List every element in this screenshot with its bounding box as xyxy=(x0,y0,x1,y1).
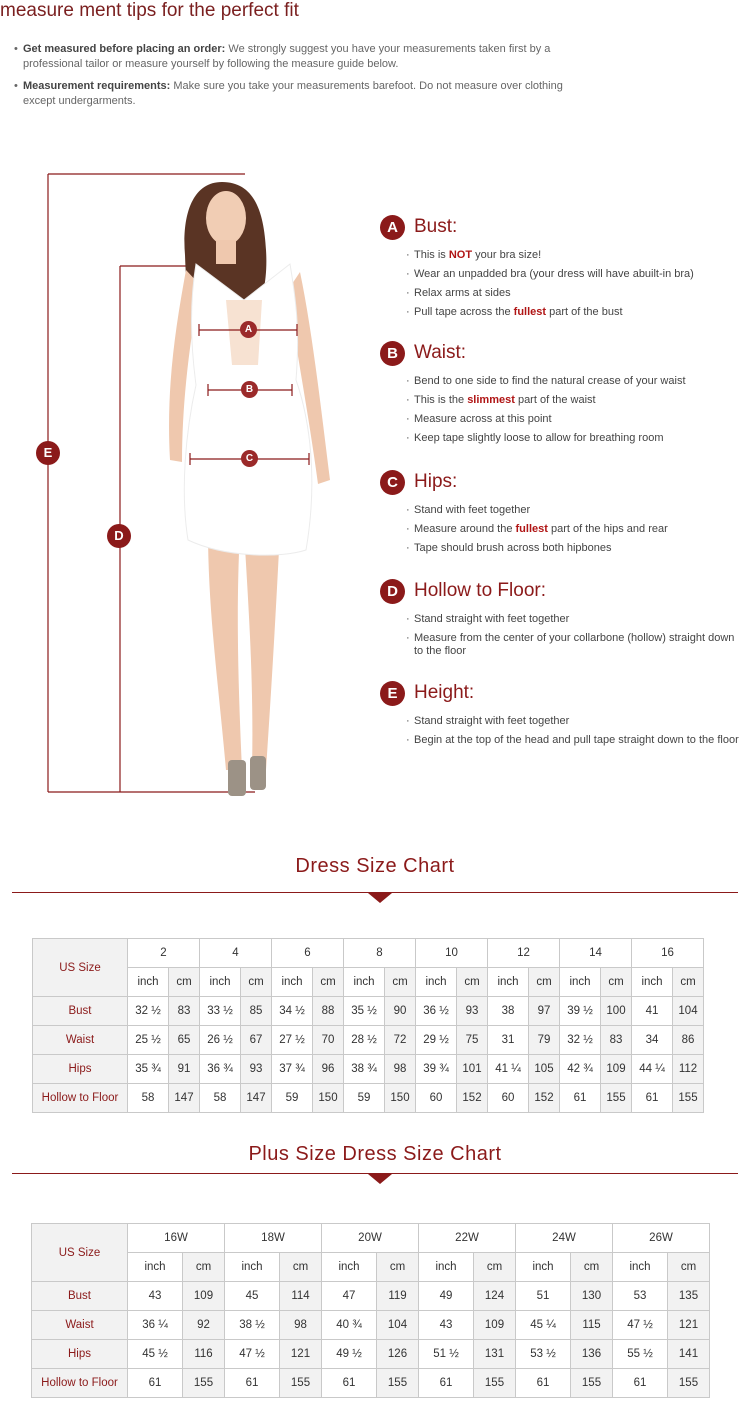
row-label-cell: Waist xyxy=(32,1311,128,1340)
size-label-cell: US Size xyxy=(33,939,128,997)
unit-cell: cm xyxy=(385,968,416,997)
plus-chart-title: Plus Size Dress Size Chart xyxy=(248,1143,502,1165)
value-cell: 47 xyxy=(322,1282,377,1311)
value-cell: 100 xyxy=(601,997,632,1026)
value-cell: 147 xyxy=(241,1084,272,1113)
section-title: Hips: xyxy=(414,471,458,492)
unit-cell: inch xyxy=(322,1253,377,1282)
row-label-cell: Bust xyxy=(32,1282,128,1311)
section-title: Height: xyxy=(414,682,475,703)
unit-cell: cm xyxy=(529,968,560,997)
value-cell: 60 xyxy=(416,1084,457,1113)
table-row xyxy=(33,1026,704,1055)
value-cell: 59 xyxy=(344,1084,385,1113)
value-cell: 49 ½ xyxy=(322,1340,377,1369)
table-header-row xyxy=(32,1224,710,1253)
value-cell: 61 xyxy=(632,1084,673,1113)
value-cell: 39 ½ xyxy=(560,997,601,1026)
tip-label: Get measured before placing an order: xyxy=(23,43,226,55)
section-item: · Stand with feet together xyxy=(406,504,741,517)
value-cell: 93 xyxy=(241,1055,272,1084)
dress-chart-arrow-icon xyxy=(368,893,392,903)
value-cell: 75 xyxy=(457,1026,488,1055)
unit-cell: cm xyxy=(571,1253,613,1282)
value-cell: 26 ½ xyxy=(200,1026,241,1055)
size-header-cell: 4 xyxy=(200,939,272,968)
section-item: · Wear an unpadded bra (your dress will have abuilt-in bra) xyxy=(406,268,741,281)
table-row xyxy=(33,997,704,1026)
row-label-cell: Bust xyxy=(33,997,128,1026)
table-header-row xyxy=(33,939,704,968)
size-label-cell: US Size xyxy=(32,1224,128,1282)
value-cell: 72 xyxy=(385,1026,416,1055)
plus-chart-arrow-icon xyxy=(368,1174,392,1184)
size-header-cell: 16 xyxy=(632,939,704,968)
value-cell: 61 xyxy=(560,1084,601,1113)
unit-cell: cm xyxy=(474,1253,516,1282)
unit-cell: cm xyxy=(601,968,632,997)
value-cell: 58 xyxy=(128,1084,169,1113)
size-header-cell: 26W xyxy=(613,1224,710,1253)
unit-cell: cm xyxy=(673,968,704,997)
table-row xyxy=(32,1340,710,1369)
value-cell: 155 xyxy=(280,1369,322,1398)
value-cell: 58 xyxy=(200,1084,241,1113)
section-hips xyxy=(380,470,740,554)
section-item: · Stand straight with feet together xyxy=(406,613,741,626)
unit-cell: inch xyxy=(560,968,601,997)
value-cell: 36 ½ xyxy=(416,997,457,1026)
value-cell: 67 xyxy=(241,1026,272,1055)
value-cell: 61 xyxy=(322,1369,377,1398)
value-cell: 86 xyxy=(673,1026,704,1055)
value-cell: 38 xyxy=(488,997,529,1026)
value-cell: 155 xyxy=(668,1369,710,1398)
value-cell: 39 ¾ xyxy=(416,1055,457,1084)
value-cell: 38 ¾ xyxy=(344,1055,385,1084)
unit-cell: cm xyxy=(169,968,200,997)
value-cell: 114 xyxy=(280,1282,322,1311)
value-cell: 121 xyxy=(668,1311,710,1340)
value-cell: 155 xyxy=(571,1369,613,1398)
section-item: · This is the slimmest part of the waist xyxy=(406,394,741,407)
value-cell: 42 ¾ xyxy=(560,1055,601,1084)
section-item: · Stand straight with feet together xyxy=(406,715,741,728)
marker-a: A xyxy=(240,321,257,338)
size-header-cell: 12 xyxy=(488,939,560,968)
value-cell: 45 ¼ xyxy=(516,1311,571,1340)
value-cell: 45 xyxy=(225,1282,280,1311)
value-cell: 70 xyxy=(313,1026,344,1055)
table-row xyxy=(32,1369,710,1398)
tip-label: Measurement requirements: xyxy=(23,80,171,92)
value-cell: 155 xyxy=(474,1369,516,1398)
value-cell: 83 xyxy=(169,997,200,1026)
value-cell: 60 xyxy=(488,1084,529,1113)
section-item: · This is NOT your bra size! xyxy=(406,249,741,262)
section-height xyxy=(380,681,740,746)
tip-get-measured: • Get measured before placing an order: We strongly suggest you have your measurements taken first by a professional tailor or measure yourself by following the measure guide below. xyxy=(14,42,634,72)
value-cell: 152 xyxy=(457,1084,488,1113)
section-item: · Measure from the center of your collarbone (hollow) straight down to the floor xyxy=(406,632,741,658)
value-cell: 32 ½ xyxy=(560,1026,601,1055)
value-cell: 61 xyxy=(225,1369,280,1398)
unit-cell: inch xyxy=(272,968,313,997)
value-cell: 40 ¾ xyxy=(322,1311,377,1340)
row-label-cell: Hollow to Floor xyxy=(33,1084,128,1113)
value-cell: 109 xyxy=(601,1055,632,1084)
value-cell: 98 xyxy=(385,1055,416,1084)
value-cell: 41 ¼ xyxy=(488,1055,529,1084)
table-row xyxy=(33,1084,704,1113)
value-cell: 79 xyxy=(529,1026,560,1055)
value-cell: 124 xyxy=(474,1282,516,1311)
value-cell: 141 xyxy=(668,1340,710,1369)
page-title: measure ment tips for the perfect fit xyxy=(0,0,299,21)
size-header-cell: 18W xyxy=(225,1224,322,1253)
value-cell: 147 xyxy=(169,1084,200,1113)
unit-cell: inch xyxy=(200,968,241,997)
value-cell: 90 xyxy=(385,997,416,1026)
value-cell: 51 ½ xyxy=(419,1340,474,1369)
value-cell: 47 ½ xyxy=(225,1340,280,1369)
unit-cell: inch xyxy=(416,968,457,997)
value-cell: 92 xyxy=(183,1311,225,1340)
value-cell: 150 xyxy=(313,1084,344,1113)
unit-cell: cm xyxy=(668,1253,710,1282)
table-units-row xyxy=(33,968,704,997)
value-cell: 36 ¼ xyxy=(128,1311,183,1340)
value-cell: 136 xyxy=(571,1340,613,1369)
value-cell: 135 xyxy=(668,1282,710,1311)
size-header-cell: 6 xyxy=(272,939,344,968)
unit-cell: cm xyxy=(241,968,272,997)
section-title: Bust: xyxy=(414,216,458,237)
section-badge: D xyxy=(380,579,405,604)
row-label-cell: Waist xyxy=(33,1026,128,1055)
value-cell: 28 ½ xyxy=(344,1026,385,1055)
value-cell: 121 xyxy=(280,1340,322,1369)
dress-size-table xyxy=(32,938,704,1113)
value-cell: 61 xyxy=(516,1369,571,1398)
size-header-cell: 16W xyxy=(128,1224,225,1253)
section-item: · Begin at the top of the head and pull tape straight down to the floor xyxy=(406,734,741,747)
value-cell: 36 ¾ xyxy=(200,1055,241,1084)
size-header-cell: 20W xyxy=(322,1224,419,1253)
unit-cell: inch xyxy=(128,968,169,997)
value-cell: 31 xyxy=(488,1026,529,1055)
section-bust xyxy=(380,215,740,318)
value-cell: 45 ½ xyxy=(128,1340,183,1369)
value-cell: 38 ½ xyxy=(225,1311,280,1340)
value-cell: 35 ½ xyxy=(344,997,385,1026)
row-label-cell: Hips xyxy=(32,1340,128,1369)
table-row xyxy=(33,1055,704,1084)
value-cell: 155 xyxy=(183,1369,225,1398)
value-cell: 65 xyxy=(169,1026,200,1055)
unit-cell: inch xyxy=(128,1253,183,1282)
value-cell: 51 xyxy=(516,1282,571,1311)
value-cell: 126 xyxy=(377,1340,419,1369)
value-cell: 49 xyxy=(419,1282,474,1311)
value-cell: 85 xyxy=(241,997,272,1026)
value-cell: 88 xyxy=(313,997,344,1026)
section-item: · Keep tape slightly loose to allow for breathing room xyxy=(406,432,741,445)
value-cell: 150 xyxy=(385,1084,416,1113)
value-cell: 29 ½ xyxy=(416,1026,457,1055)
value-cell: 55 ½ xyxy=(613,1340,668,1369)
section-item: · Pull tape across the fullest part of the bust xyxy=(406,306,741,319)
value-cell: 43 xyxy=(419,1311,474,1340)
model-figure xyxy=(0,160,360,810)
marker-c: C xyxy=(241,450,258,467)
section-badge: A xyxy=(380,215,405,240)
section-item: · Relax arms at sides xyxy=(406,287,741,300)
value-cell: 109 xyxy=(474,1311,516,1340)
section-item: · Tape should brush across both hipbones xyxy=(406,542,741,555)
unit-cell: cm xyxy=(313,968,344,997)
section-badge: E xyxy=(380,681,405,706)
marker-d: D xyxy=(107,524,131,548)
section-item: · Bend to one side to find the natural crease of your waist xyxy=(406,375,741,388)
value-cell: 104 xyxy=(673,997,704,1026)
value-cell: 105 xyxy=(529,1055,560,1084)
size-header-cell: 22W xyxy=(419,1224,516,1253)
value-cell: 155 xyxy=(673,1084,704,1113)
value-cell: 116 xyxy=(183,1340,225,1369)
unit-cell: inch xyxy=(516,1253,571,1282)
value-cell: 119 xyxy=(377,1282,419,1311)
value-cell: 112 xyxy=(673,1055,704,1084)
unit-cell: inch xyxy=(632,968,673,997)
unit-cell: cm xyxy=(280,1253,322,1282)
value-cell: 155 xyxy=(601,1084,632,1113)
size-header-cell: 24W xyxy=(516,1224,613,1253)
tip-text-cont: except undergarments. xyxy=(23,95,136,107)
value-cell: 96 xyxy=(313,1055,344,1084)
plus-size-table xyxy=(31,1223,710,1398)
table-units-row xyxy=(32,1253,710,1282)
unit-cell: cm xyxy=(457,968,488,997)
value-cell: 61 xyxy=(128,1369,183,1398)
value-cell: 34 xyxy=(632,1026,673,1055)
value-cell: 155 xyxy=(377,1369,419,1398)
unit-cell: inch xyxy=(488,968,529,997)
value-cell: 25 ½ xyxy=(128,1026,169,1055)
unit-cell: cm xyxy=(377,1253,419,1282)
value-cell: 32 ½ xyxy=(128,997,169,1026)
value-cell: 27 ½ xyxy=(272,1026,313,1055)
tip-text: We strongly suggest you have your measurements taken first by a xyxy=(225,43,551,55)
value-cell: 44 ¼ xyxy=(632,1055,673,1084)
table-row xyxy=(32,1311,710,1340)
size-header-cell: 2 xyxy=(128,939,200,968)
value-cell: 101 xyxy=(457,1055,488,1084)
row-label-cell: Hips xyxy=(33,1055,128,1084)
value-cell: 83 xyxy=(601,1026,632,1055)
value-cell: 33 ½ xyxy=(200,997,241,1026)
section-badge: B xyxy=(380,341,405,366)
tip-text-cont: professional tailor or measure yourself by following the measure guide below. xyxy=(23,58,399,70)
size-header-cell: 14 xyxy=(560,939,632,968)
size-header-cell: 8 xyxy=(344,939,416,968)
unit-cell: inch xyxy=(344,968,385,997)
value-cell: 53 ½ xyxy=(516,1340,571,1369)
value-cell: 93 xyxy=(457,997,488,1026)
row-label-cell: Hollow to Floor xyxy=(32,1369,128,1398)
value-cell: 47 ½ xyxy=(613,1311,668,1340)
section-badge: C xyxy=(380,470,405,495)
value-cell: 41 xyxy=(632,997,673,1026)
value-cell: 61 xyxy=(419,1369,474,1398)
section-item: · Measure across at this point xyxy=(406,413,741,426)
value-cell: 91 xyxy=(169,1055,200,1084)
tip-text: Make sure you take your measurements barefoot. Do not measure over clothing xyxy=(170,80,563,92)
model-illustration xyxy=(0,160,360,810)
marker-e: E xyxy=(36,441,60,465)
value-cell: 130 xyxy=(571,1282,613,1311)
section-hollow-to-floor xyxy=(380,579,740,657)
value-cell: 98 xyxy=(280,1311,322,1340)
table-row xyxy=(32,1282,710,1311)
section-title: Hollow to Floor: xyxy=(414,580,546,601)
value-cell: 109 xyxy=(183,1282,225,1311)
size-header-cell: 10 xyxy=(416,939,488,968)
value-cell: 152 xyxy=(529,1084,560,1113)
section-title: Waist: xyxy=(414,342,467,363)
value-cell: 104 xyxy=(377,1311,419,1340)
value-cell: 53 xyxy=(613,1282,668,1311)
value-cell: 97 xyxy=(529,997,560,1026)
tip-requirements: • Measurement requirements: Make sure you take your measurements barefoot. Do not measure over clothing except undergarments. xyxy=(14,79,634,109)
unit-cell: inch xyxy=(225,1253,280,1282)
value-cell: 37 ¾ xyxy=(272,1055,313,1084)
value-cell: 35 ¾ xyxy=(128,1055,169,1084)
unit-cell: cm xyxy=(183,1253,225,1282)
value-cell: 131 xyxy=(474,1340,516,1369)
value-cell: 34 ½ xyxy=(272,997,313,1026)
section-item: · Measure around the fullest part of the hips and rear xyxy=(406,523,741,536)
value-cell: 43 xyxy=(128,1282,183,1311)
value-cell: 115 xyxy=(571,1311,613,1340)
dress-chart-title: Dress Size Chart xyxy=(295,855,455,877)
marker-b: B xyxy=(241,381,258,398)
unit-cell: inch xyxy=(419,1253,474,1282)
section-waist xyxy=(380,341,740,444)
value-cell: 59 xyxy=(272,1084,313,1113)
unit-cell: inch xyxy=(613,1253,668,1282)
value-cell: 61 xyxy=(613,1369,668,1398)
